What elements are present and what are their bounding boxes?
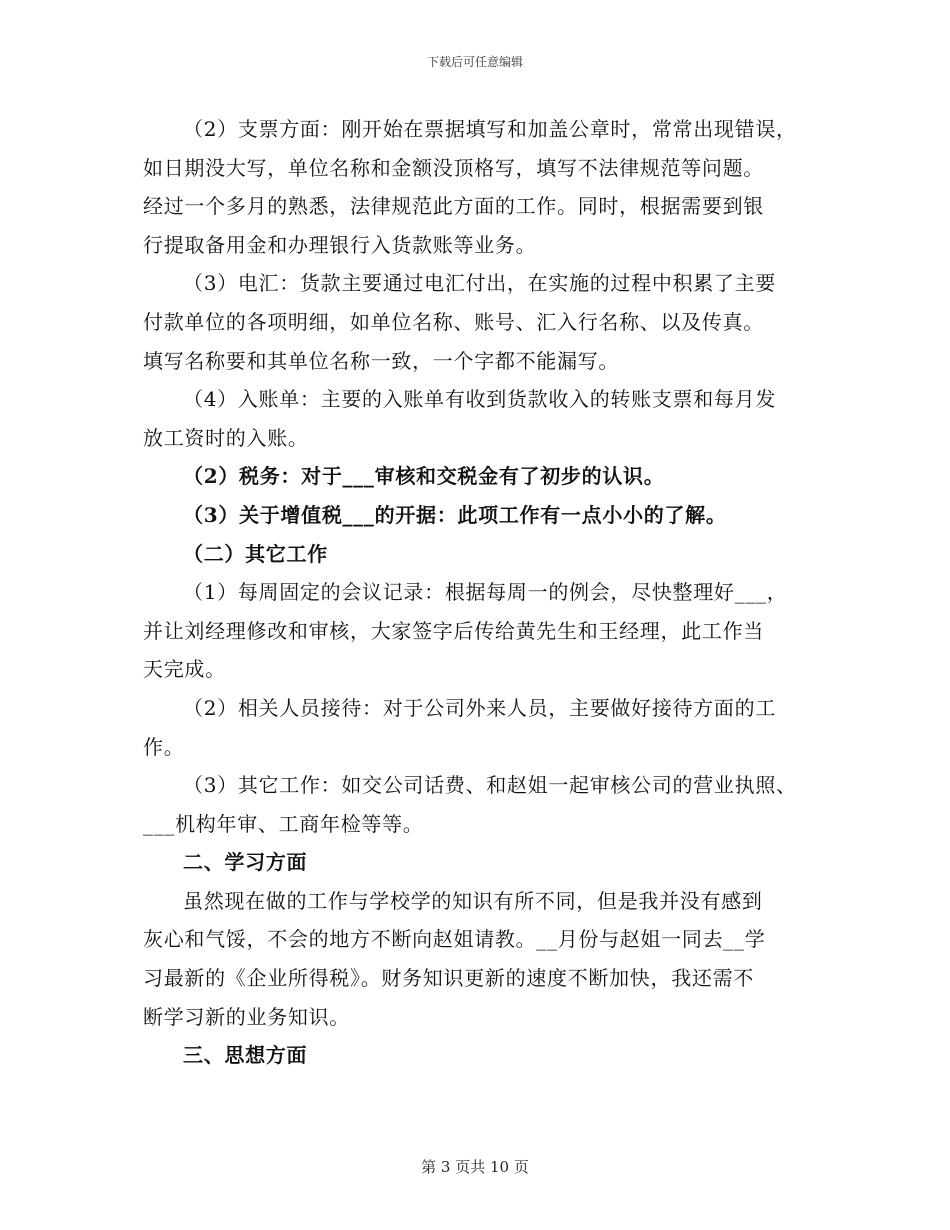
section-heading-thought bbox=[143, 1036, 823, 1075]
text-line: 行提取备用金和办理银行入货款账等业务。 bbox=[143, 232, 537, 257]
text-line: （1）每周固定的会议记录：根据每周一的例会，尽快整理好___， bbox=[183, 580, 788, 605]
text-line: 经过一个多月的熟悉，法律规范此方面的工作。同时，根据需要到银 bbox=[143, 194, 764, 219]
text-line: 灰心和气馁，不会的地方不断向赵姐请教。__月份与赵姐一同去__学 bbox=[143, 927, 766, 952]
text-line: 断学习新的业务知识。 bbox=[143, 1004, 350, 1029]
paragraph-tax bbox=[143, 457, 823, 496]
text-line: 三、思想方面 bbox=[183, 1043, 308, 1068]
text-line: 付款单位的各项明细，如单位名称、账号、汇入行名称、以及传真。 bbox=[143, 309, 764, 334]
document-body bbox=[143, 110, 823, 1075]
text-line: 虽然现在做的工作与学校学的知识有所不同，但是我并没有感到 bbox=[183, 888, 763, 913]
paragraph-deposit-slip bbox=[143, 380, 823, 457]
text-line: 放工资时的入账。 bbox=[143, 425, 309, 450]
text-line: （4）入账单：主要的入账单有收到货款收入的转账支票和每月发 bbox=[183, 387, 777, 412]
text-line: 天完成。 bbox=[143, 657, 226, 682]
section-heading-other-work bbox=[143, 535, 823, 574]
text-line: 习最新的《企业所得税》。财务知识更新的速度不断加快，我还需不 bbox=[143, 966, 754, 991]
paragraph-meeting-minutes bbox=[143, 573, 823, 689]
text-line: （3）关于增值税___的开据：此项工作有一点小小的了解。 bbox=[183, 502, 727, 527]
text-line: （2）相关人员接待：对于公司外来人员，主要做好接待方面的工 bbox=[183, 695, 777, 720]
text-line: （3）其它工作：如交公司话费、和赵姐一起审核公司的营业执照、 bbox=[183, 773, 797, 798]
text-line: ___机构年审、工商年检等等。 bbox=[143, 811, 424, 836]
text-line: （2）税务：对于___审核和交税金有了初步的认识。 bbox=[183, 464, 665, 489]
text-line: 填写名称要和其单位名称一致，一个字都不能漏写。 bbox=[143, 348, 620, 373]
page-footer: 第 3 页共 10 页 bbox=[421, 1158, 529, 1176]
paragraph-study bbox=[143, 882, 823, 1036]
text-line: 并让刘经理修改和审核，大家签字后传给黄先生和王经理，此工作当 bbox=[143, 618, 764, 643]
paragraph-reception bbox=[143, 689, 823, 766]
page-header: 下载后可任意编辑 bbox=[426, 55, 523, 69]
paragraph-check bbox=[143, 110, 823, 264]
text-line: 如日期没大写，单位名称和金额没顶格写，填写不法律规范等问题。 bbox=[143, 155, 764, 180]
paragraph-vat-invoice bbox=[143, 496, 823, 535]
paragraph-wire-transfer bbox=[143, 264, 823, 380]
text-line: （二）其它工作 bbox=[183, 541, 328, 566]
paragraph-misc-work bbox=[143, 766, 823, 843]
text-line: 二、学习方面 bbox=[183, 850, 308, 875]
text-line: （2）支票方面：刚开始在票据填写和加盖公章时，常常出现错误， bbox=[183, 117, 797, 141]
text-line: （3）电汇：货款主要通过电汇付出，在实施的过程中积累了主要 bbox=[183, 271, 777, 296]
text-line: 作。 bbox=[143, 734, 185, 759]
section-heading-study bbox=[143, 843, 823, 882]
